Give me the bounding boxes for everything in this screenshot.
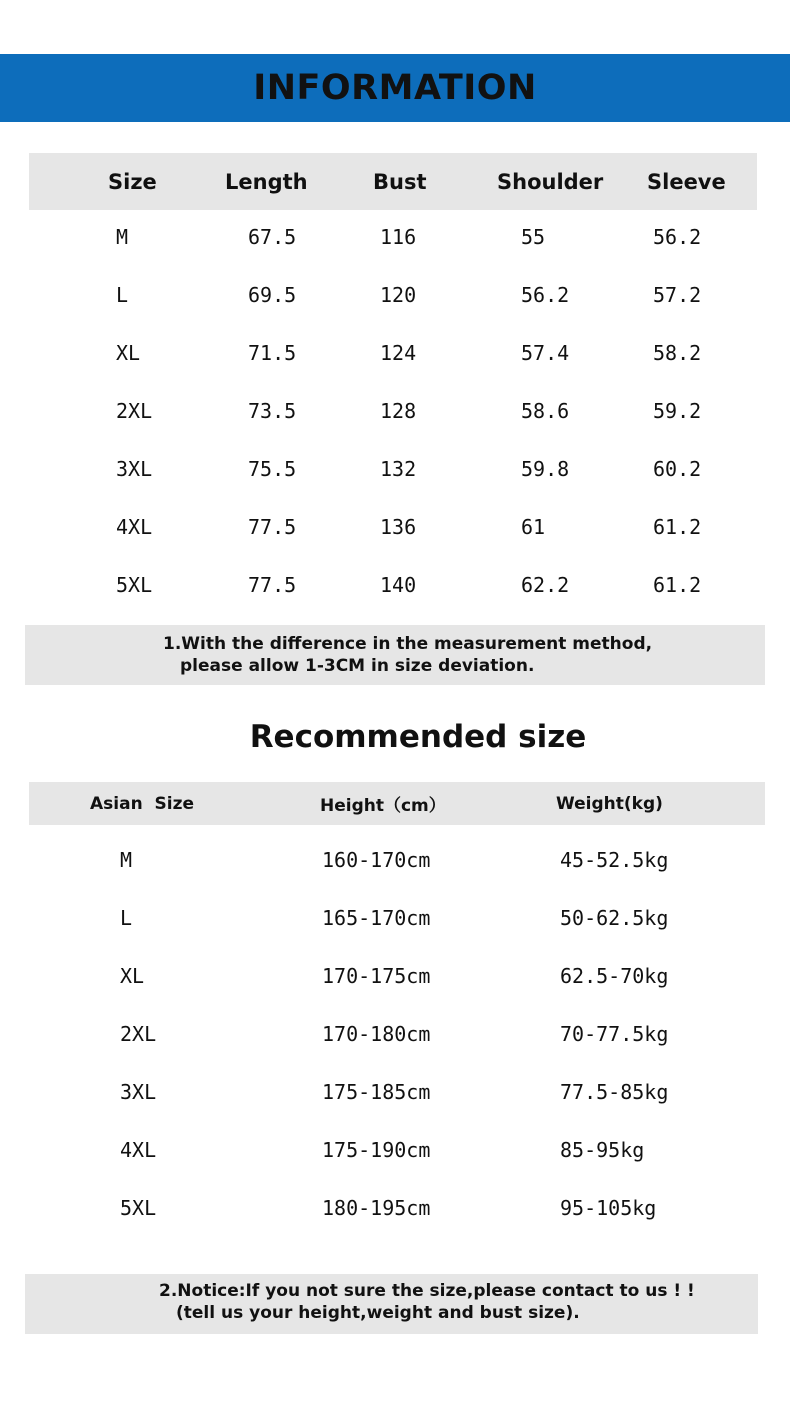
cell-shoulder: 56.2 <box>521 283 570 307</box>
notice-line-1: 2.Notice:If you not sure the size,please contact to us ! ! <box>159 1281 695 1301</box>
header-height: Height（cm） <box>320 796 446 816</box>
cell-size: M <box>120 848 133 872</box>
cell-height: 165-170cm <box>322 906 431 930</box>
table-row <box>0 507 790 547</box>
cell-height: 170-175cm <box>322 964 431 988</box>
cell-weight: 70-77.5kg <box>560 1022 669 1046</box>
header-length: Length <box>225 169 308 194</box>
cell-bust: 136 <box>380 515 417 539</box>
cell-length: 77.5 <box>248 573 297 597</box>
cell-bust: 140 <box>380 573 417 597</box>
cell-bust: 124 <box>380 341 417 365</box>
cell-size: 3XL <box>120 1080 157 1104</box>
table-row <box>0 565 790 605</box>
cell-sleeve: 57.2 <box>653 283 702 307</box>
cell-size: 4XL <box>116 515 153 539</box>
recommended-size-title: Recommended size <box>249 719 587 755</box>
note-line-1: 1.With the difference in the measurement method, <box>163 634 653 654</box>
cell-bust: 120 <box>380 283 417 307</box>
cell-bust: 128 <box>380 399 417 423</box>
recommended-table-header <box>29 782 765 825</box>
cell-bust: 132 <box>380 457 417 481</box>
cell-size: 4XL <box>120 1138 157 1162</box>
header-bust: Bust <box>373 169 427 194</box>
table-row <box>0 333 790 373</box>
cell-weight: 45-52.5kg <box>560 848 669 872</box>
cell-shoulder: 57.4 <box>521 341 570 365</box>
cell-height: 170-180cm <box>322 1022 431 1046</box>
cell-height: 175-190cm <box>322 1138 431 1162</box>
header-asian-size: Asian Size <box>90 793 195 814</box>
note-line-2: please allow 1-3CM in size deviation. <box>180 656 535 676</box>
cell-sleeve: 58.2 <box>653 341 702 365</box>
cell-shoulder: 59.8 <box>521 457 570 481</box>
info-table-header <box>29 153 757 210</box>
table-row <box>0 1014 790 1054</box>
cell-length: 77.5 <box>248 515 297 539</box>
header-sleeve: Sleeve <box>647 169 726 194</box>
cell-height: 160-170cm <box>322 848 431 872</box>
table-row <box>0 391 790 431</box>
table-row <box>0 1072 790 1112</box>
cell-shoulder: 58.6 <box>521 399 570 423</box>
table-row <box>0 956 790 996</box>
cell-length: 69.5 <box>248 283 297 307</box>
cell-weight: 62.5-70kg <box>560 964 669 988</box>
cell-height: 180-195cm <box>322 1196 431 1220</box>
measurement-note <box>25 625 765 685</box>
cell-height: 175-185cm <box>322 1080 431 1104</box>
table-row <box>0 1130 790 1170</box>
cell-shoulder: 62.2 <box>521 573 570 597</box>
cell-weight: 77.5-85kg <box>560 1080 669 1104</box>
table-row <box>0 275 790 315</box>
cell-size: M <box>116 225 129 249</box>
table-row <box>0 1188 790 1228</box>
header-shoulder: Shoulder <box>497 169 604 194</box>
cell-size: XL <box>120 964 145 988</box>
table-row <box>0 217 790 257</box>
cell-size: L <box>116 283 129 307</box>
table-row <box>0 449 790 489</box>
cell-length: 75.5 <box>248 457 297 481</box>
cell-size: 5XL <box>120 1196 157 1220</box>
cell-length: 67.5 <box>248 225 297 249</box>
cell-weight: 50-62.5kg <box>560 906 669 930</box>
notice-note <box>25 1274 758 1334</box>
cell-sleeve: 60.2 <box>653 457 702 481</box>
cell-size: 2XL <box>116 399 153 423</box>
header-size: Size <box>108 169 157 194</box>
table-row <box>0 840 790 880</box>
cell-size: L <box>120 906 133 930</box>
cell-sleeve: 56.2 <box>653 225 702 249</box>
cell-shoulder: 55 <box>521 225 546 249</box>
cell-sleeve: 61.2 <box>653 515 702 539</box>
table-row <box>0 898 790 938</box>
cell-size: XL <box>116 341 141 365</box>
cell-size: 3XL <box>116 457 153 481</box>
cell-bust: 116 <box>380 225 417 249</box>
cell-size: 2XL <box>120 1022 157 1046</box>
header-weight: Weight(kg) <box>556 793 663 814</box>
cell-shoulder: 61 <box>521 515 546 539</box>
cell-weight: 95-105kg <box>560 1196 657 1220</box>
cell-length: 73.5 <box>248 399 297 423</box>
cell-length: 71.5 <box>248 341 297 365</box>
cell-weight: 85-95kg <box>560 1138 645 1162</box>
banner-title: INFORMATION <box>253 68 537 108</box>
cell-sleeve: 61.2 <box>653 573 702 597</box>
information-banner <box>0 54 790 122</box>
notice-line-2: (tell us your height,weight and bust size). <box>176 1303 580 1323</box>
cell-size: 5XL <box>116 573 153 597</box>
cell-sleeve: 59.2 <box>653 399 702 423</box>
